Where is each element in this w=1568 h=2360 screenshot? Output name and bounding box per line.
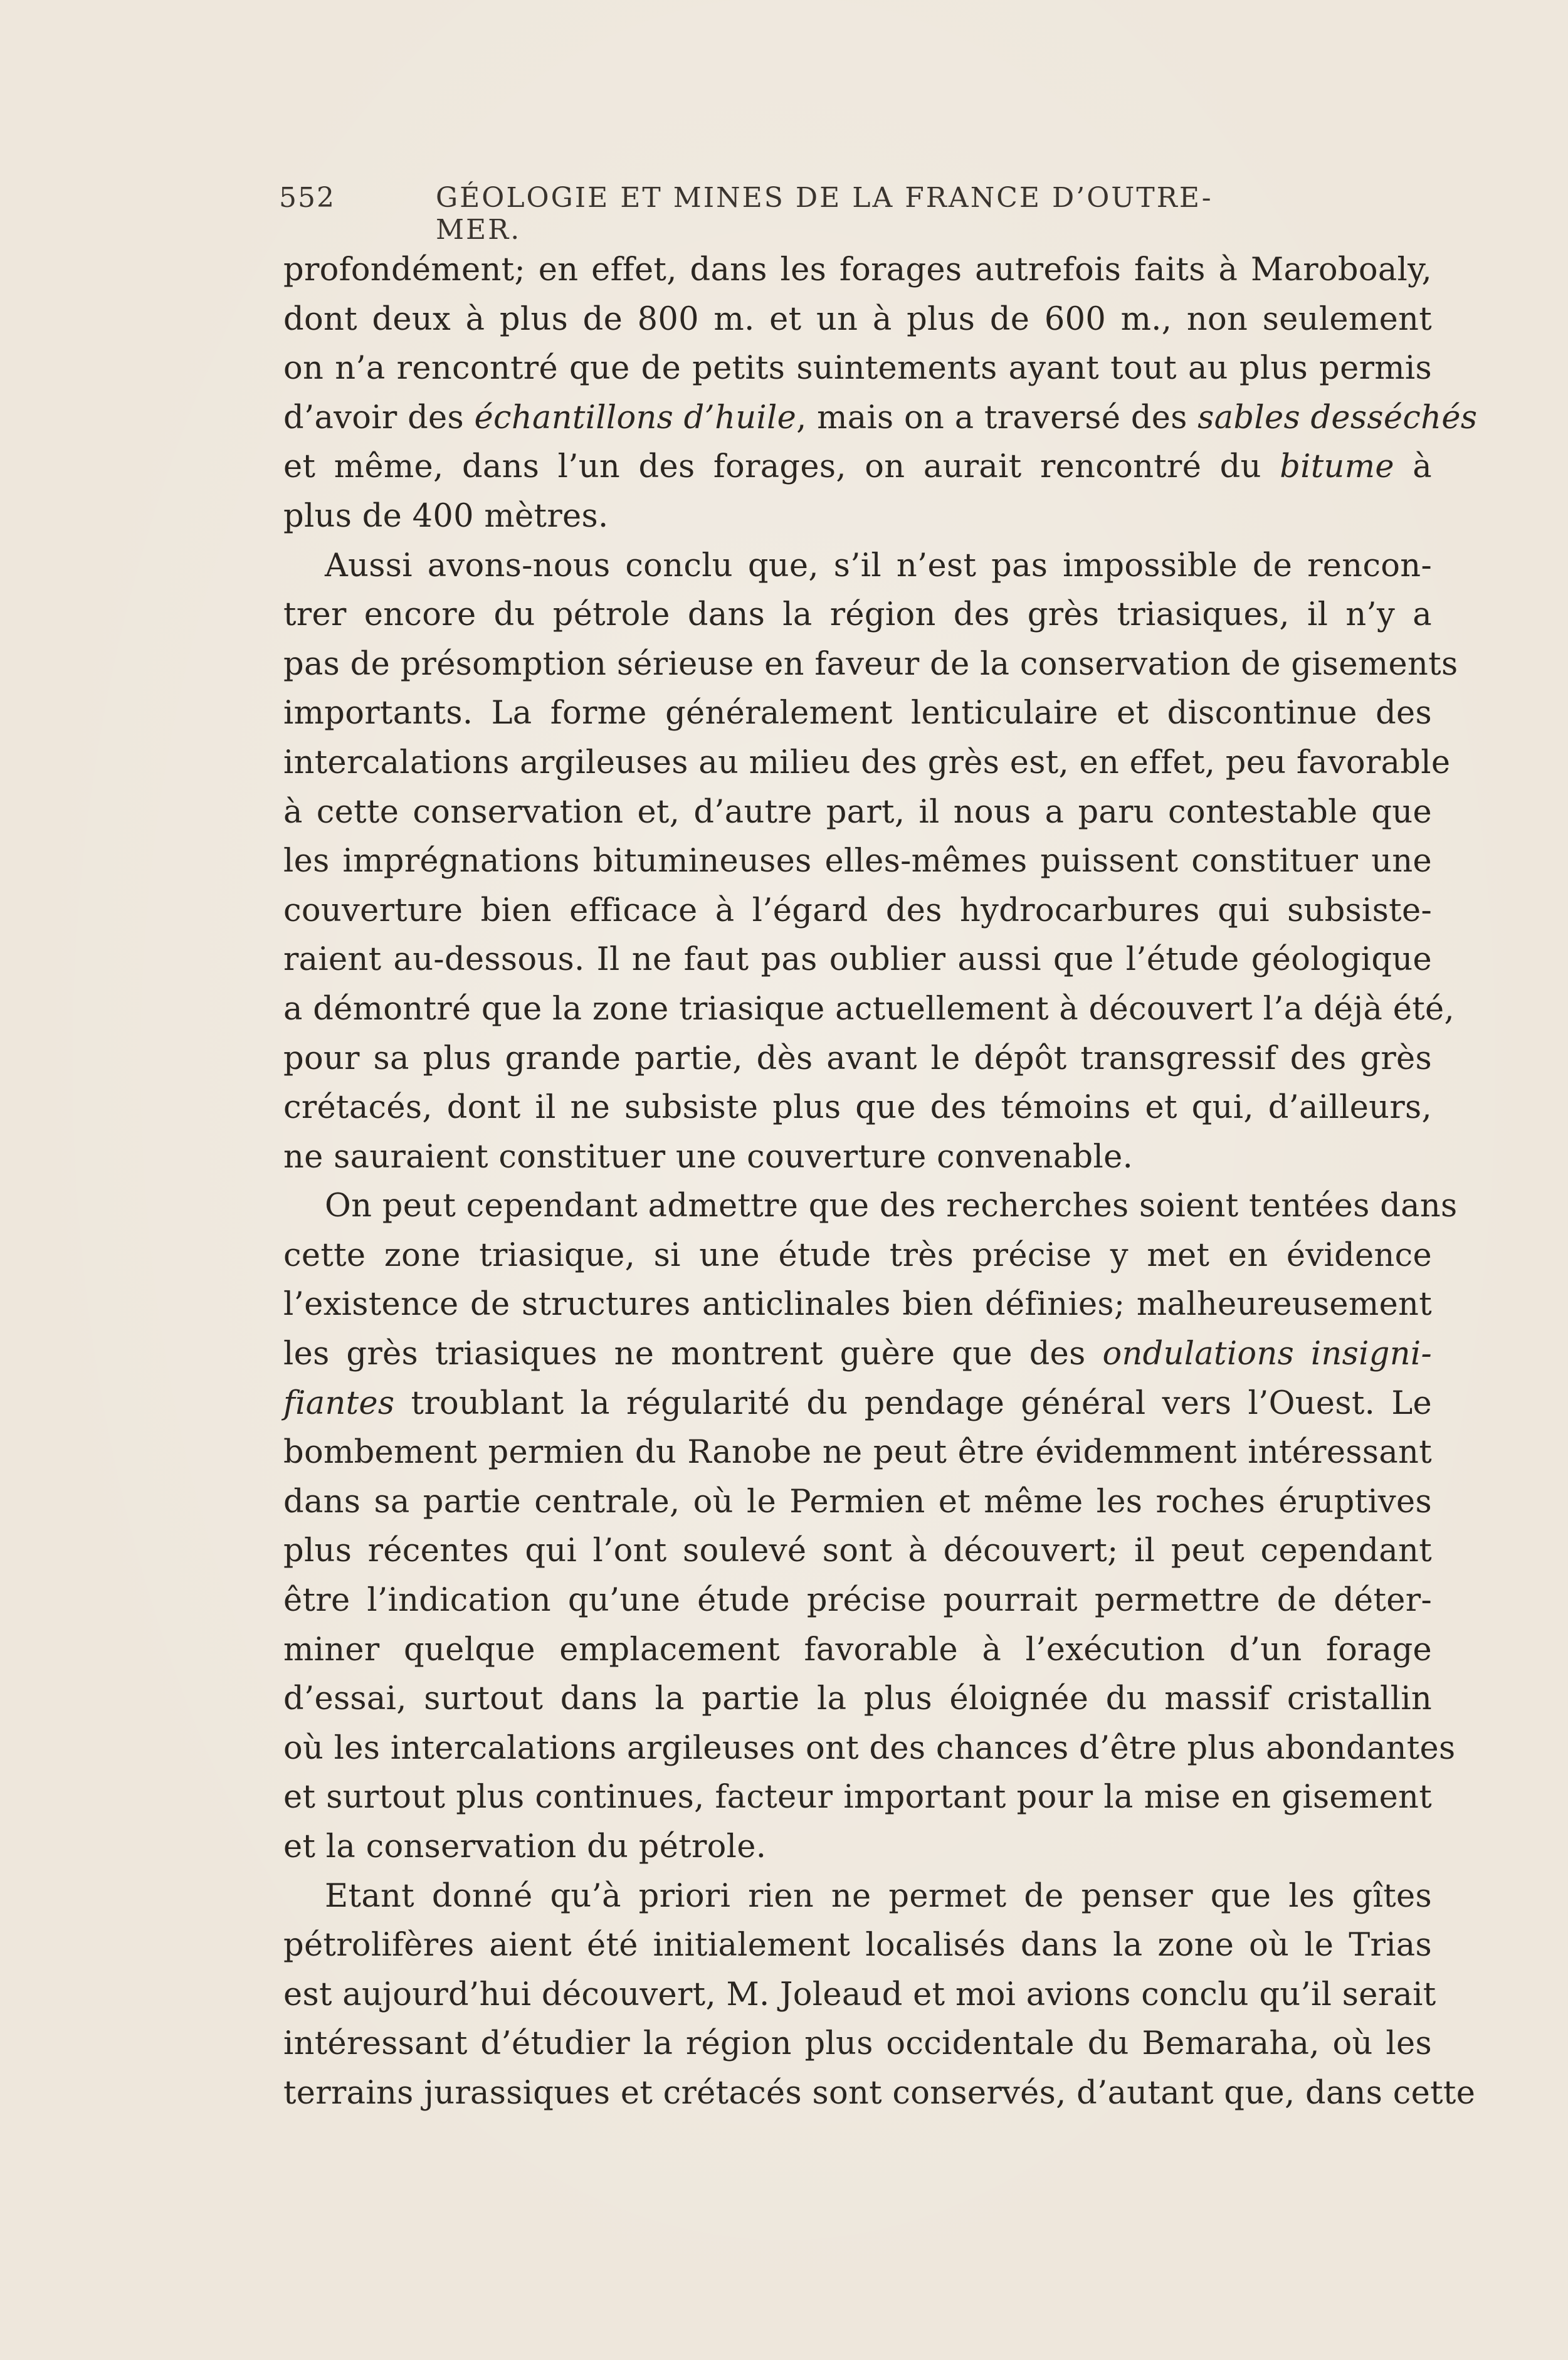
text-line: intercalations argileuses au milieu des grès est, en effet, peu favorable <box>283 744 1451 781</box>
italic-term: échantillons d’huile <box>474 399 797 436</box>
paragraph-3 <box>283 1182 1458 1872</box>
text-line: où les intercalations argileuses ont des chances d’être plus abondantes <box>283 1729 1456 1767</box>
text-line: dans sa partie centrale, où le Permien et même les roches éruptives <box>283 1483 1432 1520</box>
paragraph-4 <box>283 1872 1476 2119</box>
text-line: Etant donné qu’à priori rien ne permet de penser que les gîtes <box>325 1877 1432 1915</box>
text-line: cette zone triasique, si une étude très précise y met en évidence <box>283 1236 1432 1274</box>
page-header <box>279 182 1263 246</box>
paragraph-1 <box>283 246 1478 542</box>
text-segment: , mais on a traversé des <box>796 399 1198 436</box>
paragraph-2 <box>283 542 1458 1183</box>
text-line <box>283 1379 1432 1429</box>
text-segment: et même, dans l’un des forages, on aurait rencontré du <box>283 448 1280 486</box>
italic-term: bitume <box>1280 448 1394 486</box>
text-segment: les grès triasiques ne montrent guère que des <box>283 1335 1103 1373</box>
page-number: 552 <box>279 182 335 214</box>
text-line: couverture bien efficace à l’égard des hydrocarbures qui subsiste- <box>283 892 1432 929</box>
text-line: miner quelque emplacement favorable à l’exécution d’un forage <box>283 1631 1432 1668</box>
text-line: On peut cependant admettre que des recherches soient tentées dans <box>325 1188 1458 1225</box>
italic-term: fiantes <box>283 1384 395 1422</box>
text-line: Aussi avons-nous conclu que, s’il n’est pas impossible de rencon- <box>325 547 1432 584</box>
text-line: crétacés, dont il ne subsiste plus que des témoins et qui, d’ailleurs, <box>283 1089 1432 1127</box>
running-title: GÉOLOGIE ET MINES DE LA FRANCE D’OUTRE-MER. <box>436 182 1213 246</box>
italic-term: sables desséchés <box>1197 399 1478 436</box>
text-line <box>283 443 1432 492</box>
text-line: importants. La forme généralement lenticulaire et discontinue des <box>283 695 1432 732</box>
text-line: raient au-dessous. Il ne faut pas oublier aussi que l’étude géologique <box>283 941 1432 979</box>
text-line: pas de présomption sérieuse en faveur de la conservation de gisements <box>283 645 1458 683</box>
italic-term: ondulations insigni- <box>1102 1335 1432 1373</box>
text-line: pétrolifères aient été initialement localisés dans la zone où le Trias <box>283 1927 1432 1964</box>
text-line: a démontré que la zone triasique actuellement à découvert l’a déjà été, <box>283 990 1455 1028</box>
text-line: être l’indication qu’une étude précise pourrait permettre de déter- <box>283 1582 1432 1620</box>
text-line: d’essai, surtout dans la partie la plus éloignée du massif cristallin <box>283 1680 1432 1718</box>
text-segment: à <box>1394 448 1433 486</box>
text-line: et la conservation du pétrole. <box>283 1828 767 1865</box>
text-segment: troublant la régularité du pendage général vers l’Ouest. Le <box>394 1384 1432 1422</box>
text-line: plus de 400 mètres. <box>283 497 609 535</box>
text-line: dont deux à plus de 800 m. et un à plus de 600 m., non seulement <box>283 300 1432 338</box>
text-line: bombement permien du Ranobe ne peut être évidemment intéressant <box>283 1434 1432 1472</box>
text-line: l’existence de structures anticlinales bien définies; malheureusement <box>283 1286 1432 1324</box>
text-line: à cette conservation et, d’autre part, il nous a paru contestable que <box>283 793 1432 831</box>
text-line: plus récentes qui l’ont soulevé sont à découvert; il peut cependant <box>283 1532 1432 1570</box>
text-line: terrains jurassiques et crétacés sont conservés, d’autant que, dans cette <box>283 2074 1476 2112</box>
text-line: intéressant d’étudier la région plus occidentale du Bemaraha, où les <box>283 2025 1432 2063</box>
text-line <box>283 394 1478 443</box>
text-line: est aujourd’hui découvert, M. Joleaud et moi avions conclu qu’il serait <box>283 1976 1436 2013</box>
text-line: ne sauraient constituer une couverture convenable. <box>283 1138 1134 1176</box>
text-segment: d’avoir des <box>283 399 475 436</box>
text-line: on n’a rencontré que de petits suintements ayant tout au plus permis <box>283 350 1432 387</box>
text-line: trer encore du pétrole dans la région des grès triasiques, il n’y a <box>283 596 1432 634</box>
text-line: les imprégnations bitumineuses elles-mêmes puissent constituer une <box>283 843 1432 880</box>
text-line: et surtout plus continues, facteur important pour la mise en gisement <box>283 1779 1432 1816</box>
text-line: pour sa plus grande partie, dès avant le dépôt transgressif des grès <box>283 1040 1432 1077</box>
text-line: profondément; en effet, dans les forages autrefois faits à Maroboaly, <box>283 251 1432 288</box>
body-text <box>283 246 1478 2119</box>
text-line <box>283 1330 1432 1379</box>
